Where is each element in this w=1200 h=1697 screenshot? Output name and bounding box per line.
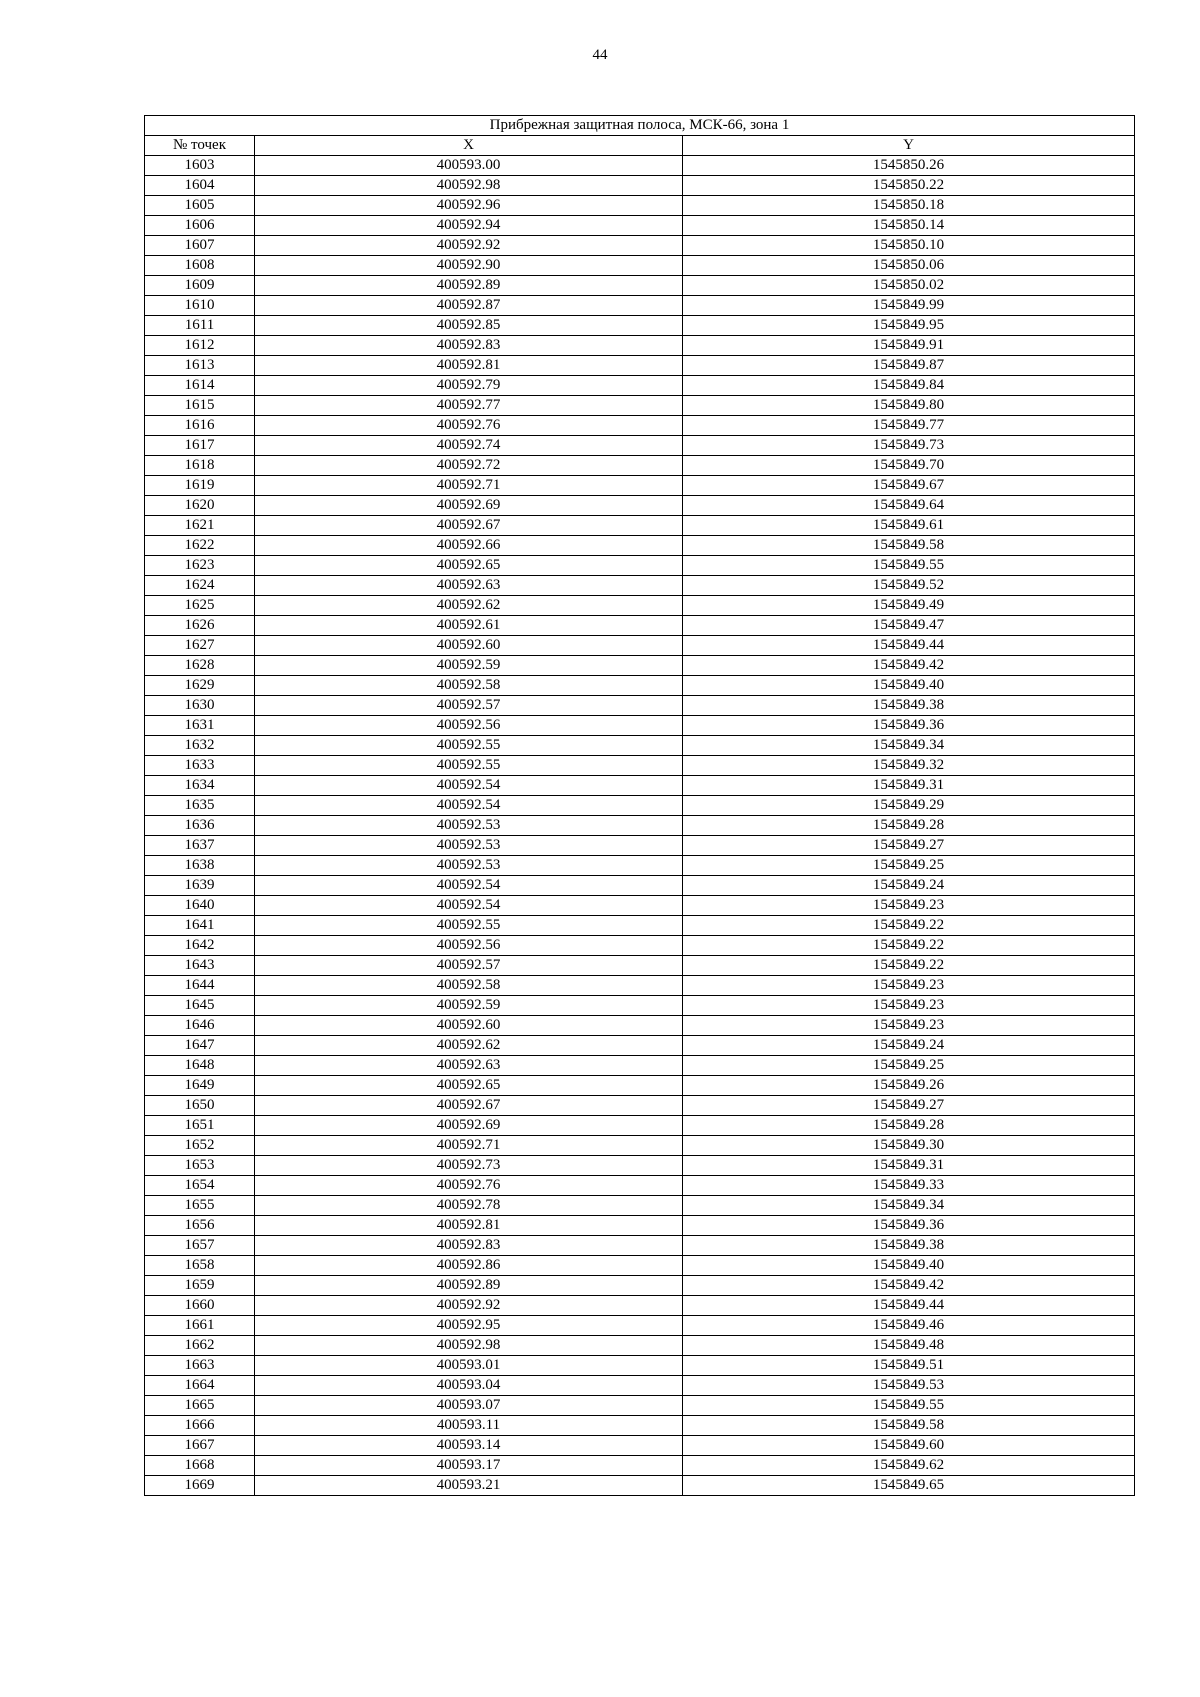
y-cell: 1545849.42 bbox=[683, 656, 1135, 676]
x-cell: 400592.59 bbox=[255, 996, 683, 1016]
y-cell: 1545849.22 bbox=[683, 916, 1135, 936]
point-number-cell: 1641 bbox=[145, 916, 255, 936]
point-number-cell: 1632 bbox=[145, 736, 255, 756]
y-cell: 1545849.60 bbox=[683, 1436, 1135, 1456]
point-number-cell: 1652 bbox=[145, 1136, 255, 1156]
x-cell: 400592.62 bbox=[255, 1036, 683, 1056]
y-cell: 1545849.28 bbox=[683, 1116, 1135, 1136]
x-cell: 400592.85 bbox=[255, 316, 683, 336]
point-number-cell: 1646 bbox=[145, 1016, 255, 1036]
table-row bbox=[145, 636, 1135, 656]
x-cell: 400592.72 bbox=[255, 456, 683, 476]
x-cell: 400592.69 bbox=[255, 496, 683, 516]
point-number-cell: 1651 bbox=[145, 1116, 255, 1136]
table-row bbox=[145, 196, 1135, 216]
point-number-cell: 1637 bbox=[145, 836, 255, 856]
point-number-cell: 1661 bbox=[145, 1316, 255, 1336]
y-cell: 1545849.40 bbox=[683, 676, 1135, 696]
table-row bbox=[145, 776, 1135, 796]
table-row bbox=[145, 616, 1135, 636]
x-cell: 400592.55 bbox=[255, 916, 683, 936]
y-cell: 1545849.30 bbox=[683, 1136, 1135, 1156]
y-cell: 1545849.24 bbox=[683, 1036, 1135, 1056]
y-cell: 1545849.27 bbox=[683, 836, 1135, 856]
header-y: Y bbox=[683, 136, 1135, 156]
y-cell: 1545849.55 bbox=[683, 1396, 1135, 1416]
y-cell: 1545849.70 bbox=[683, 456, 1135, 476]
x-cell: 400592.98 bbox=[255, 1336, 683, 1356]
point-number-cell: 1628 bbox=[145, 656, 255, 676]
point-number-cell: 1607 bbox=[145, 236, 255, 256]
x-cell: 400592.63 bbox=[255, 1056, 683, 1076]
x-cell: 400592.60 bbox=[255, 1016, 683, 1036]
x-cell: 400592.94 bbox=[255, 216, 683, 236]
table-row bbox=[145, 176, 1135, 196]
point-number-cell: 1606 bbox=[145, 216, 255, 236]
x-cell: 400592.77 bbox=[255, 396, 683, 416]
point-number-cell: 1613 bbox=[145, 356, 255, 376]
y-cell: 1545849.28 bbox=[683, 816, 1135, 836]
x-cell: 400592.98 bbox=[255, 176, 683, 196]
table-body bbox=[145, 156, 1135, 1496]
point-number-cell: 1634 bbox=[145, 776, 255, 796]
table-row bbox=[145, 676, 1135, 696]
x-cell: 400593.04 bbox=[255, 1376, 683, 1396]
y-cell: 1545849.58 bbox=[683, 536, 1135, 556]
point-number-cell: 1638 bbox=[145, 856, 255, 876]
y-cell: 1545849.55 bbox=[683, 556, 1135, 576]
x-cell: 400592.59 bbox=[255, 656, 683, 676]
page-number: 44 bbox=[592, 47, 608, 63]
x-cell: 400592.78 bbox=[255, 1196, 683, 1216]
table-row bbox=[145, 476, 1135, 496]
table-row bbox=[145, 1116, 1135, 1136]
x-cell: 400592.89 bbox=[255, 1276, 683, 1296]
x-cell: 400593.21 bbox=[255, 1476, 683, 1496]
y-cell: 1545849.95 bbox=[683, 316, 1135, 336]
y-cell: 1545849.91 bbox=[683, 336, 1135, 356]
table-row bbox=[145, 856, 1135, 876]
table-row bbox=[145, 976, 1135, 996]
y-cell: 1545849.33 bbox=[683, 1176, 1135, 1196]
table-title-row bbox=[145, 116, 1135, 136]
x-cell: 400592.71 bbox=[255, 1136, 683, 1156]
point-number-cell: 1608 bbox=[145, 256, 255, 276]
point-number-cell: 1630 bbox=[145, 696, 255, 716]
y-cell: 1545849.25 bbox=[683, 856, 1135, 876]
x-cell: 400592.56 bbox=[255, 716, 683, 736]
table-row bbox=[145, 1476, 1135, 1496]
point-number-cell: 1620 bbox=[145, 496, 255, 516]
table-row bbox=[145, 1036, 1135, 1056]
y-cell: 1545849.34 bbox=[683, 736, 1135, 756]
point-number-cell: 1617 bbox=[145, 436, 255, 456]
y-cell: 1545849.23 bbox=[683, 896, 1135, 916]
y-cell: 1545849.51 bbox=[683, 1356, 1135, 1376]
table-row bbox=[145, 216, 1135, 236]
table-title: Прибрежная защитная полоса, МСК-66, зона 1 bbox=[145, 116, 1135, 136]
table-row bbox=[145, 1156, 1135, 1176]
x-cell: 400593.07 bbox=[255, 1396, 683, 1416]
y-cell: 1545849.58 bbox=[683, 1416, 1135, 1436]
y-cell: 1545849.44 bbox=[683, 636, 1135, 656]
y-cell: 1545849.65 bbox=[683, 1476, 1135, 1496]
y-cell: 1545849.31 bbox=[683, 776, 1135, 796]
x-cell: 400592.73 bbox=[255, 1156, 683, 1176]
y-cell: 1545849.99 bbox=[683, 296, 1135, 316]
x-cell: 400592.86 bbox=[255, 1256, 683, 1276]
point-number-cell: 1642 bbox=[145, 936, 255, 956]
x-cell: 400592.54 bbox=[255, 896, 683, 916]
table-row bbox=[145, 1076, 1135, 1096]
point-number-cell: 1604 bbox=[145, 176, 255, 196]
point-number-cell: 1639 bbox=[145, 876, 255, 896]
y-cell: 1545849.26 bbox=[683, 1076, 1135, 1096]
x-cell: 400592.53 bbox=[255, 816, 683, 836]
table-row bbox=[145, 356, 1135, 376]
table-row bbox=[145, 1096, 1135, 1116]
table-row bbox=[145, 596, 1135, 616]
table-row bbox=[145, 1396, 1135, 1416]
table-row bbox=[145, 1456, 1135, 1476]
x-cell: 400592.79 bbox=[255, 376, 683, 396]
table-row bbox=[145, 236, 1135, 256]
point-number-cell: 1622 bbox=[145, 536, 255, 556]
point-number-cell: 1654 bbox=[145, 1176, 255, 1196]
table-row bbox=[145, 1196, 1135, 1216]
point-number-cell: 1619 bbox=[145, 476, 255, 496]
table-row bbox=[145, 916, 1135, 936]
x-cell: 400593.17 bbox=[255, 1456, 683, 1476]
point-number-cell: 1625 bbox=[145, 596, 255, 616]
x-cell: 400592.66 bbox=[255, 536, 683, 556]
y-cell: 1545849.23 bbox=[683, 976, 1135, 996]
table-row bbox=[145, 716, 1135, 736]
y-cell: 1545849.77 bbox=[683, 416, 1135, 436]
x-cell: 400592.76 bbox=[255, 416, 683, 436]
y-cell: 1545850.10 bbox=[683, 236, 1135, 256]
point-number-cell: 1609 bbox=[145, 276, 255, 296]
x-cell: 400592.90 bbox=[255, 256, 683, 276]
x-cell: 400592.67 bbox=[255, 516, 683, 536]
point-number-cell: 1618 bbox=[145, 456, 255, 476]
x-cell: 400592.69 bbox=[255, 1116, 683, 1136]
point-number-cell: 1640 bbox=[145, 896, 255, 916]
x-cell: 400593.14 bbox=[255, 1436, 683, 1456]
y-cell: 1545849.36 bbox=[683, 1216, 1135, 1236]
point-number-cell: 1615 bbox=[145, 396, 255, 416]
table-row bbox=[145, 296, 1135, 316]
y-cell: 1545849.52 bbox=[683, 576, 1135, 596]
point-number-cell: 1614 bbox=[145, 376, 255, 396]
table-row bbox=[145, 276, 1135, 296]
point-number-cell: 1648 bbox=[145, 1056, 255, 1076]
y-cell: 1545850.26 bbox=[683, 156, 1135, 176]
x-cell: 400592.62 bbox=[255, 596, 683, 616]
table-row bbox=[145, 1316, 1135, 1336]
x-cell: 400592.76 bbox=[255, 1176, 683, 1196]
y-cell: 1545849.87 bbox=[683, 356, 1135, 376]
header-x: X bbox=[255, 136, 683, 156]
table-row bbox=[145, 996, 1135, 1016]
x-cell: 400592.58 bbox=[255, 676, 683, 696]
x-cell: 400592.96 bbox=[255, 196, 683, 216]
table-row bbox=[145, 156, 1135, 176]
point-number-cell: 1663 bbox=[145, 1356, 255, 1376]
y-cell: 1545849.46 bbox=[683, 1316, 1135, 1336]
y-cell: 1545849.34 bbox=[683, 1196, 1135, 1216]
x-cell: 400592.81 bbox=[255, 356, 683, 376]
x-cell: 400592.53 bbox=[255, 856, 683, 876]
point-number-cell: 1655 bbox=[145, 1196, 255, 1216]
table-row bbox=[145, 1436, 1135, 1456]
x-cell: 400592.55 bbox=[255, 756, 683, 776]
table-row bbox=[145, 1216, 1135, 1236]
y-cell: 1545849.25 bbox=[683, 1056, 1135, 1076]
point-number-cell: 1658 bbox=[145, 1256, 255, 1276]
y-cell: 1545849.36 bbox=[683, 716, 1135, 736]
table-row bbox=[145, 496, 1135, 516]
table-row bbox=[145, 1136, 1135, 1156]
point-number-cell: 1610 bbox=[145, 296, 255, 316]
y-cell: 1545849.73 bbox=[683, 436, 1135, 456]
header-point-number: № точек bbox=[145, 136, 255, 156]
table-row bbox=[145, 1416, 1135, 1436]
y-cell: 1545849.23 bbox=[683, 1016, 1135, 1036]
table-row bbox=[145, 956, 1135, 976]
point-number-cell: 1616 bbox=[145, 416, 255, 436]
point-number-cell: 1636 bbox=[145, 816, 255, 836]
point-number-cell: 1666 bbox=[145, 1416, 255, 1436]
table-row bbox=[145, 1256, 1135, 1276]
table-row bbox=[145, 436, 1135, 456]
point-number-cell: 1643 bbox=[145, 956, 255, 976]
y-cell: 1545849.49 bbox=[683, 596, 1135, 616]
x-cell: 400592.56 bbox=[255, 936, 683, 956]
x-cell: 400592.83 bbox=[255, 336, 683, 356]
x-cell: 400592.92 bbox=[255, 1296, 683, 1316]
y-cell: 1545849.53 bbox=[683, 1376, 1135, 1396]
y-cell: 1545849.22 bbox=[683, 956, 1135, 976]
x-cell: 400592.54 bbox=[255, 776, 683, 796]
table-row bbox=[145, 1336, 1135, 1356]
x-cell: 400592.57 bbox=[255, 956, 683, 976]
y-cell: 1545850.22 bbox=[683, 176, 1135, 196]
table-row bbox=[145, 536, 1135, 556]
y-cell: 1545849.38 bbox=[683, 696, 1135, 716]
y-cell: 1545849.38 bbox=[683, 1236, 1135, 1256]
y-cell: 1545850.14 bbox=[683, 216, 1135, 236]
x-cell: 400592.57 bbox=[255, 696, 683, 716]
point-number-cell: 1633 bbox=[145, 756, 255, 776]
point-number-cell: 1626 bbox=[145, 616, 255, 636]
x-cell: 400592.67 bbox=[255, 1096, 683, 1116]
point-number-cell: 1664 bbox=[145, 1376, 255, 1396]
point-number-cell: 1603 bbox=[145, 156, 255, 176]
x-cell: 400592.81 bbox=[255, 1216, 683, 1236]
y-cell: 1545849.48 bbox=[683, 1336, 1135, 1356]
table-row bbox=[145, 756, 1135, 776]
table-row bbox=[145, 1016, 1135, 1036]
point-number-cell: 1667 bbox=[145, 1436, 255, 1456]
table-row bbox=[145, 696, 1135, 716]
point-number-cell: 1665 bbox=[145, 1396, 255, 1416]
x-cell: 400593.01 bbox=[255, 1356, 683, 1376]
table-header-row bbox=[145, 136, 1135, 156]
y-cell: 1545850.02 bbox=[683, 276, 1135, 296]
point-number-cell: 1621 bbox=[145, 516, 255, 536]
point-number-cell: 1668 bbox=[145, 1456, 255, 1476]
x-cell: 400592.60 bbox=[255, 636, 683, 656]
point-number-cell: 1653 bbox=[145, 1156, 255, 1176]
table-row bbox=[145, 936, 1135, 956]
table-row bbox=[145, 656, 1135, 676]
table-row bbox=[145, 576, 1135, 596]
y-cell: 1545849.32 bbox=[683, 756, 1135, 776]
point-number-cell: 1623 bbox=[145, 556, 255, 576]
y-cell: 1545849.29 bbox=[683, 796, 1135, 816]
point-number-cell: 1656 bbox=[145, 1216, 255, 1236]
y-cell: 1545849.40 bbox=[683, 1256, 1135, 1276]
table-row bbox=[145, 516, 1135, 536]
point-number-cell: 1657 bbox=[145, 1236, 255, 1256]
table-row bbox=[145, 1056, 1135, 1076]
y-cell: 1545849.61 bbox=[683, 516, 1135, 536]
y-cell: 1545849.27 bbox=[683, 1096, 1135, 1116]
x-cell: 400592.74 bbox=[255, 436, 683, 456]
point-number-cell: 1660 bbox=[145, 1296, 255, 1316]
point-number-cell: 1669 bbox=[145, 1476, 255, 1496]
x-cell: 400592.53 bbox=[255, 836, 683, 856]
y-cell: 1545849.23 bbox=[683, 996, 1135, 1016]
y-cell: 1545849.64 bbox=[683, 496, 1135, 516]
table-row bbox=[145, 256, 1135, 276]
point-number-cell: 1605 bbox=[145, 196, 255, 216]
y-cell: 1545849.31 bbox=[683, 1156, 1135, 1176]
point-number-cell: 1629 bbox=[145, 676, 255, 696]
table-row bbox=[145, 416, 1135, 436]
coordinates-table bbox=[144, 115, 1135, 1496]
table-row bbox=[145, 1236, 1135, 1256]
point-number-cell: 1635 bbox=[145, 796, 255, 816]
point-number-cell: 1612 bbox=[145, 336, 255, 356]
point-number-cell: 1659 bbox=[145, 1276, 255, 1296]
point-number-cell: 1662 bbox=[145, 1336, 255, 1356]
point-number-cell: 1624 bbox=[145, 576, 255, 596]
table-row bbox=[145, 796, 1135, 816]
x-cell: 400592.63 bbox=[255, 576, 683, 596]
table-row bbox=[145, 1356, 1135, 1376]
x-cell: 400592.54 bbox=[255, 876, 683, 896]
y-cell: 1545849.24 bbox=[683, 876, 1135, 896]
table-row bbox=[145, 1376, 1135, 1396]
y-cell: 1545849.80 bbox=[683, 396, 1135, 416]
x-cell: 400592.95 bbox=[255, 1316, 683, 1336]
table-row bbox=[145, 836, 1135, 856]
table-row bbox=[145, 1296, 1135, 1316]
y-cell: 1545849.47 bbox=[683, 616, 1135, 636]
x-cell: 400592.87 bbox=[255, 296, 683, 316]
x-cell: 400592.55 bbox=[255, 736, 683, 756]
x-cell: 400593.11 bbox=[255, 1416, 683, 1436]
table-row bbox=[145, 556, 1135, 576]
point-number-cell: 1647 bbox=[145, 1036, 255, 1056]
point-number-cell: 1644 bbox=[145, 976, 255, 996]
point-number-cell: 1627 bbox=[145, 636, 255, 656]
y-cell: 1545849.22 bbox=[683, 936, 1135, 956]
y-cell: 1545849.67 bbox=[683, 476, 1135, 496]
table-row bbox=[145, 336, 1135, 356]
x-cell: 400592.58 bbox=[255, 976, 683, 996]
table-row bbox=[145, 876, 1135, 896]
table-row bbox=[145, 396, 1135, 416]
table-row bbox=[145, 456, 1135, 476]
y-cell: 1545850.18 bbox=[683, 196, 1135, 216]
table-row bbox=[145, 1276, 1135, 1296]
x-cell: 400592.54 bbox=[255, 796, 683, 816]
table-row bbox=[145, 736, 1135, 756]
x-cell: 400592.71 bbox=[255, 476, 683, 496]
table-row bbox=[145, 1176, 1135, 1196]
point-number-cell: 1645 bbox=[145, 996, 255, 1016]
x-cell: 400592.65 bbox=[255, 556, 683, 576]
point-number-cell: 1649 bbox=[145, 1076, 255, 1096]
y-cell: 1545850.06 bbox=[683, 256, 1135, 276]
x-cell: 400592.89 bbox=[255, 276, 683, 296]
y-cell: 1545849.44 bbox=[683, 1296, 1135, 1316]
point-number-cell: 1650 bbox=[145, 1096, 255, 1116]
x-cell: 400592.83 bbox=[255, 1236, 683, 1256]
y-cell: 1545849.62 bbox=[683, 1456, 1135, 1476]
x-cell: 400593.00 bbox=[255, 156, 683, 176]
point-number-cell: 1611 bbox=[145, 316, 255, 336]
table-row bbox=[145, 316, 1135, 336]
table-row bbox=[145, 816, 1135, 836]
table-row bbox=[145, 896, 1135, 916]
y-cell: 1545849.42 bbox=[683, 1276, 1135, 1296]
x-cell: 400592.92 bbox=[255, 236, 683, 256]
table-row bbox=[145, 376, 1135, 396]
x-cell: 400592.65 bbox=[255, 1076, 683, 1096]
point-number-cell: 1631 bbox=[145, 716, 255, 736]
x-cell: 400592.61 bbox=[255, 616, 683, 636]
y-cell: 1545849.84 bbox=[683, 376, 1135, 396]
